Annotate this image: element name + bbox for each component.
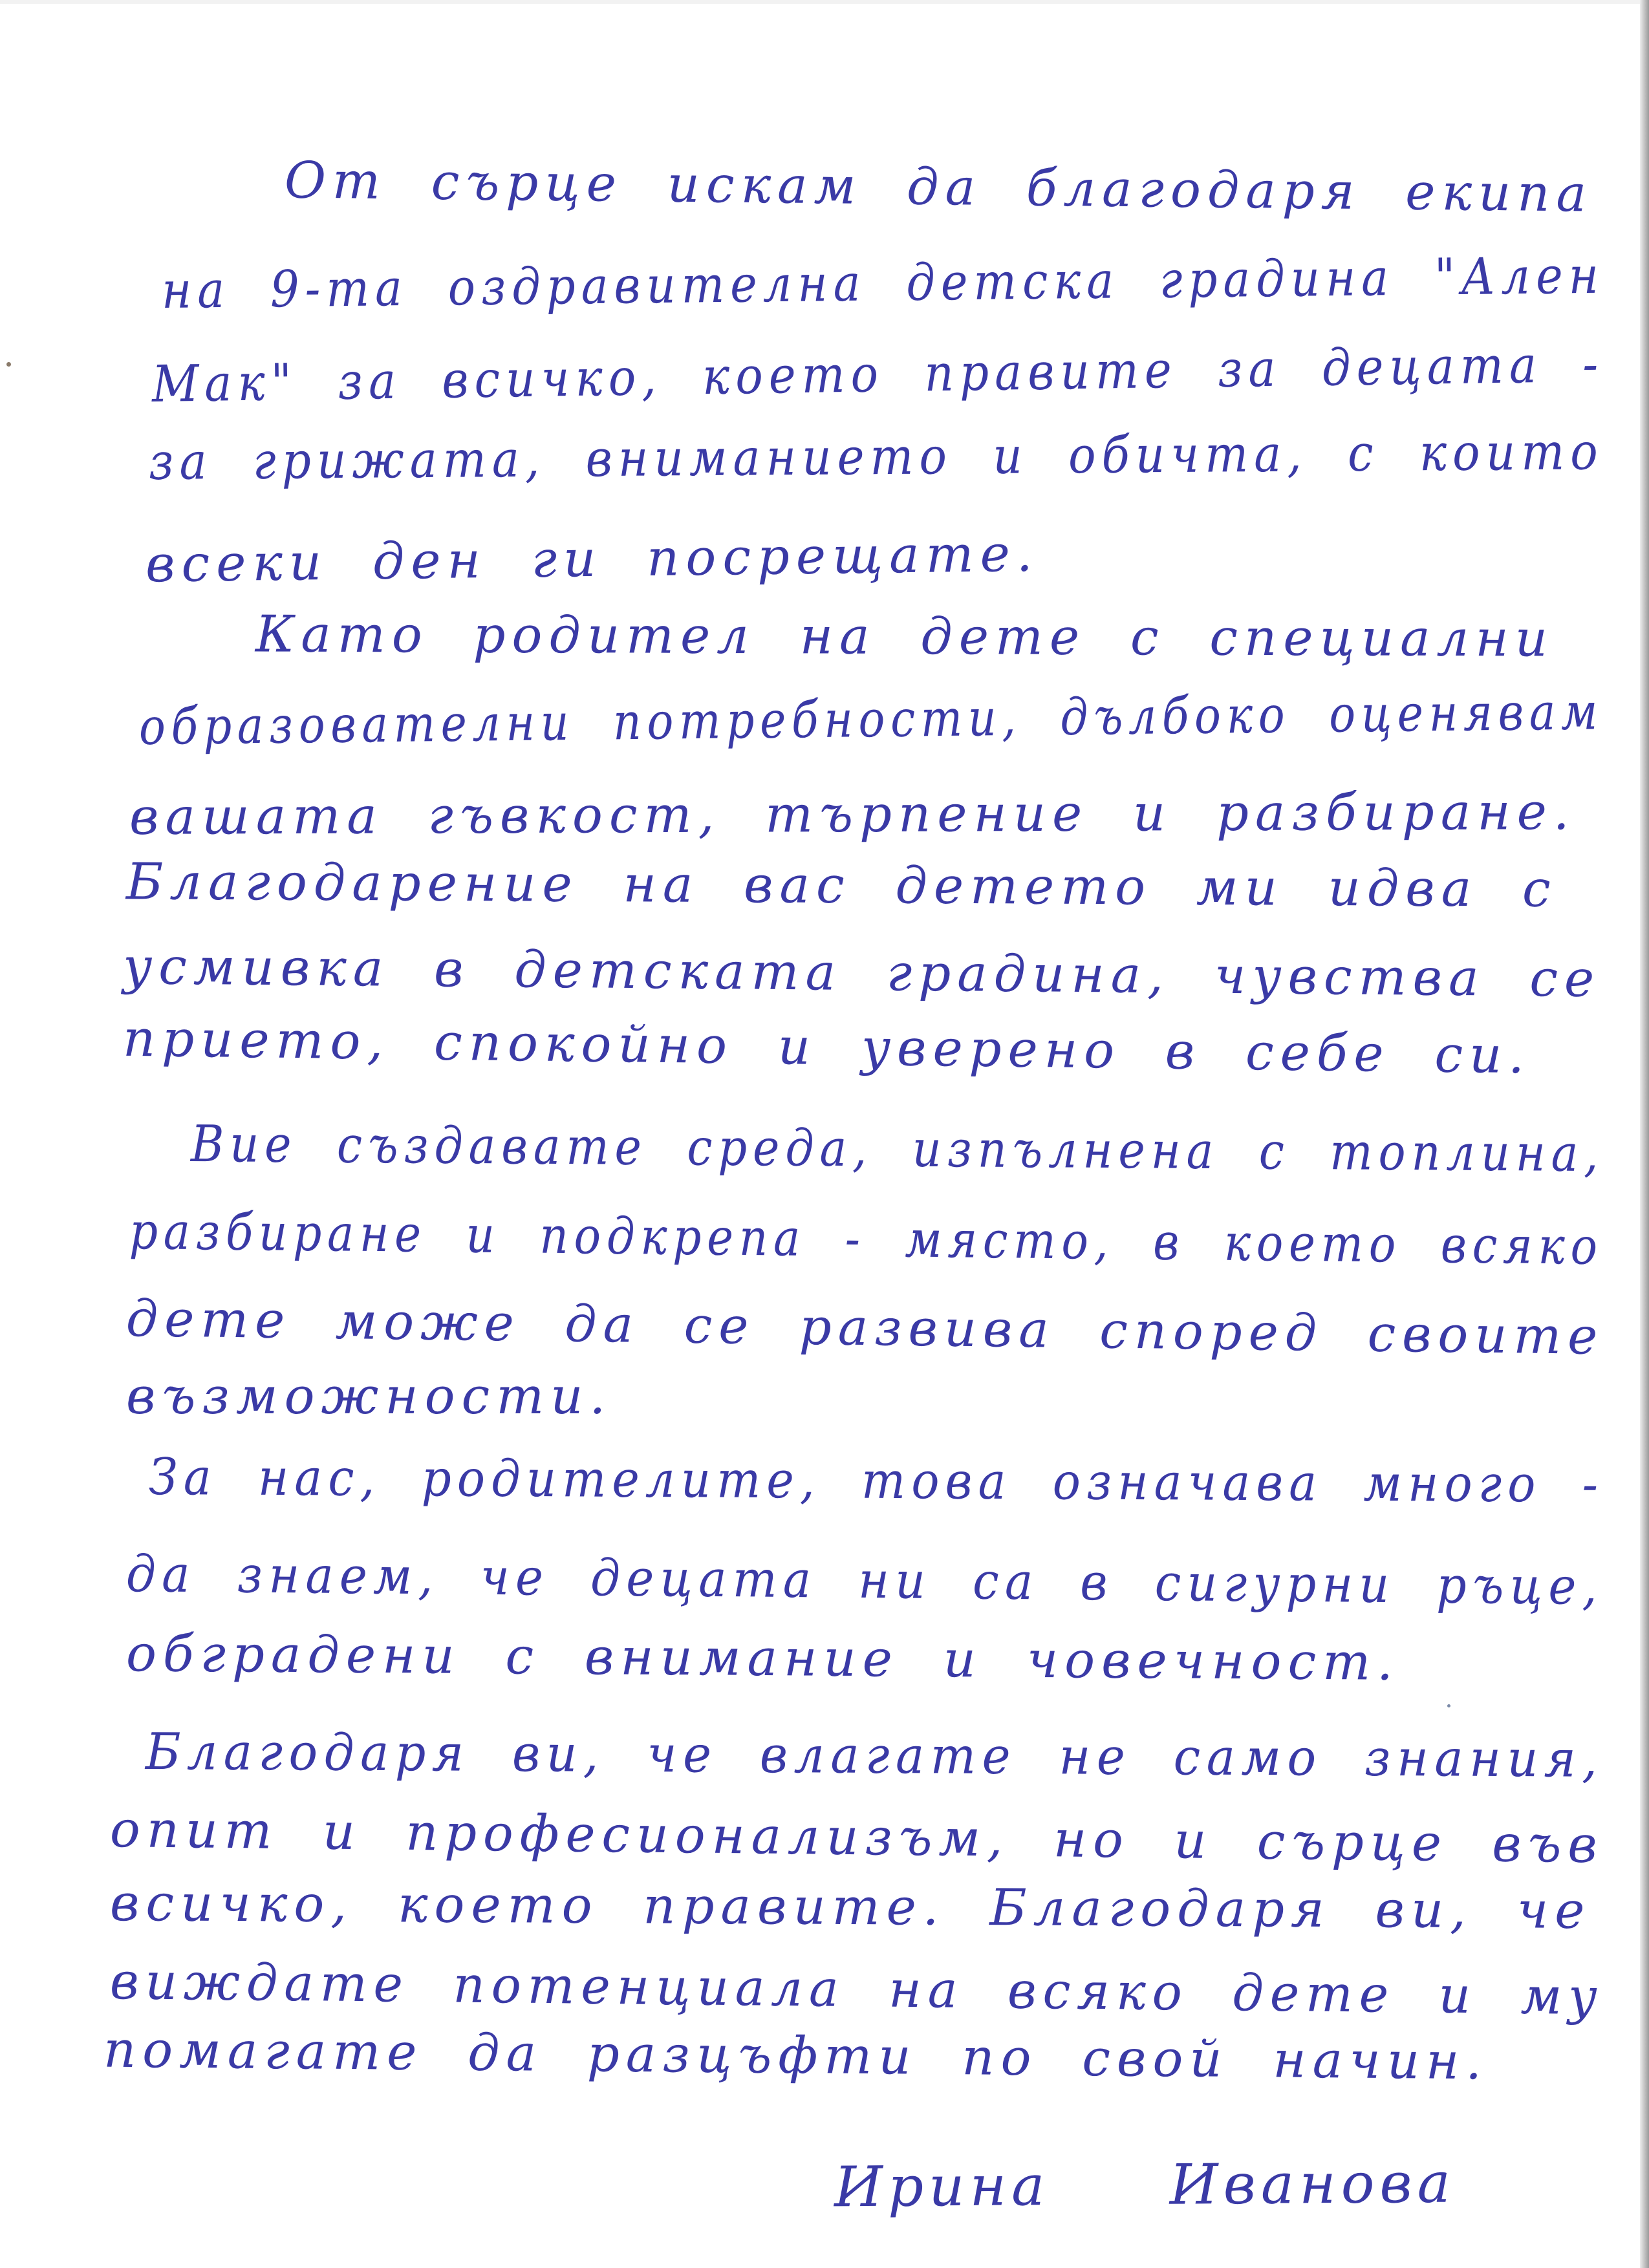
letter-line: Като родител на дете с специални [255,605,1555,669]
letter-line: образователни потребности, дълбоко оценявам [138,683,1604,756]
letter-line: разбиране и подкрепа - място, в което всяко [129,1203,1604,1276]
letter-line: опит и професионализъм, но и сърце във [109,1801,1604,1875]
letter-line: дете може да се развива според своите [125,1290,1604,1366]
letter-line: вашата гъвкост, търпение и разбиране. [129,783,1576,846]
letter-line: на 9-та оздравителна детска градина "Ален [161,246,1605,320]
letter-line: Вие създавате среда, изпълнена с топлина, [190,1115,1604,1184]
letter-line: обградени с внимание и човечност. [125,1625,1400,1692]
letter-line: усмивка в детската градина, чувства се [122,937,1601,1009]
letter-line: всеки ден ги посрещате. [145,524,1040,594]
letter-line: виждате потенциала на всяко дете и му [109,1952,1604,2027]
letter-line: За нас, родителите, това означава много - [148,1448,1604,1514]
letter-line: Мак" за всичко, което правите за децата - [151,335,1604,414]
letter-line: за грижата, вниманието и обичта, с които [148,423,1604,491]
letter-line: От сърце искам да благодаря екипа [284,151,1593,224]
letter-line: прието, спокойно и уверено в себе си. [122,1009,1531,1086]
letter-line: възможности. [126,1367,612,1426]
letter-line: всичко, което правите. Благодаря ви, че [109,1874,1591,1940]
letter-line: Благодаря ви, че влагате не само знания, [145,1723,1604,1789]
signature: Ирина Иванова [834,2150,1456,2220]
letter-line: Благодарение на вас детето ми идва с [125,853,1557,919]
letter-line: помагате да разцъфти по свой начин. [103,2020,1489,2091]
letter-line: да знаем, че децата ни са в сигурни ръце, [125,1545,1604,1616]
